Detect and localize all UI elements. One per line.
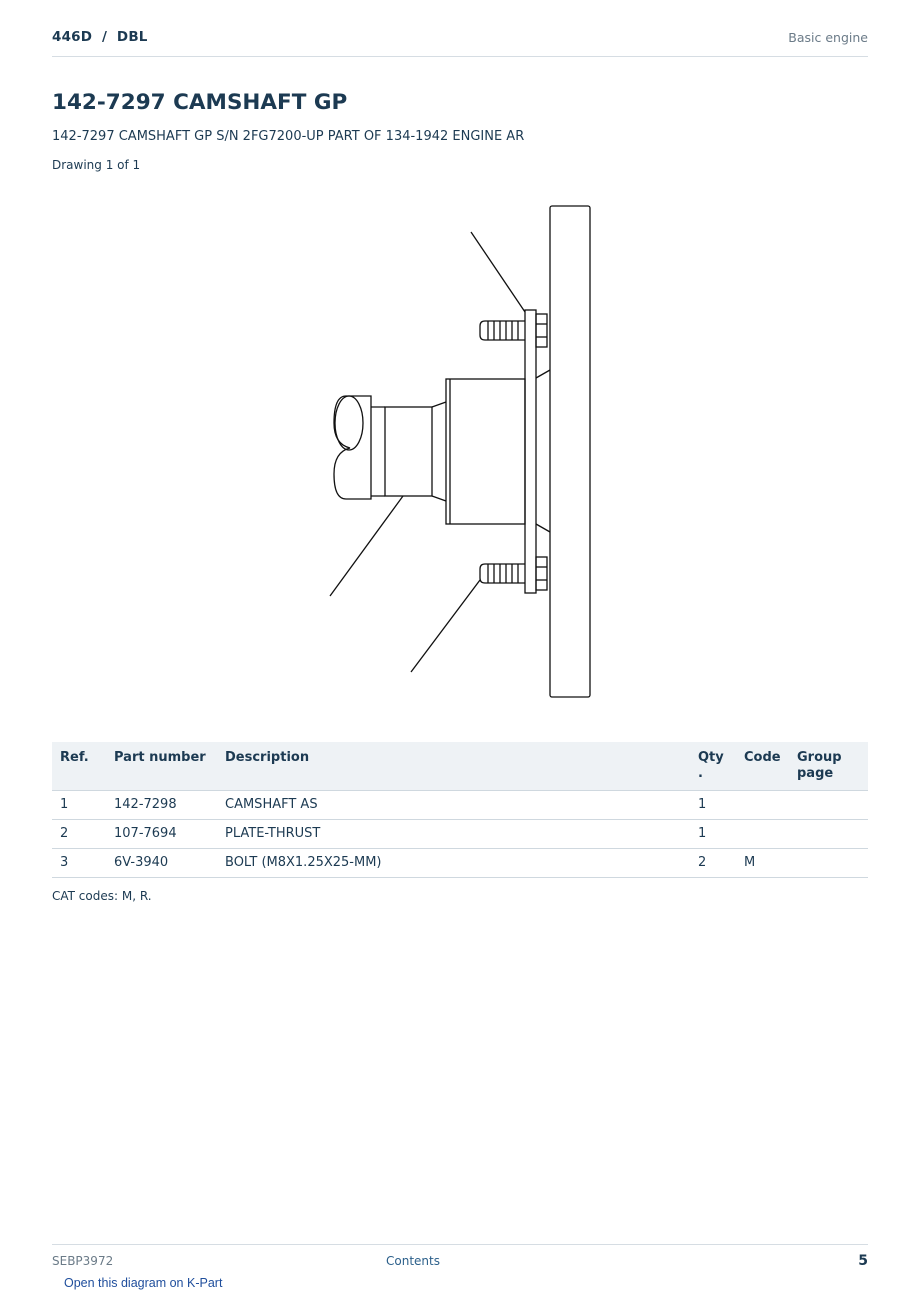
leader-line (411, 580, 480, 672)
cell-group-page (789, 849, 868, 878)
bolt-head-upper (536, 314, 547, 347)
cell-ref: 2 (52, 820, 106, 849)
cell-part-number: 6V-3940 (106, 849, 217, 878)
cell-group-page (789, 820, 868, 849)
camshaft-exploded-drawing (300, 195, 620, 710)
cell-qty: 2 (690, 849, 736, 878)
table-row (52, 820, 868, 849)
parts-table (52, 742, 868, 878)
cell-code (736, 791, 789, 820)
page-title: 142-7297 CAMSHAFT GP (52, 90, 348, 115)
cell-description: BOLT (M8X1.25X25-MM) (217, 849, 690, 878)
cell-code: M (736, 849, 789, 878)
page-footer (52, 1244, 868, 1275)
cell-ref: 1 (52, 791, 106, 820)
cell-group-page (789, 791, 868, 820)
cell-code (736, 820, 789, 849)
col-part-number: Part number (106, 742, 217, 791)
document-code: SEBP3972 (52, 1254, 114, 1268)
cell-description: CAMSHAFT AS (217, 791, 690, 820)
col-qty: Qty . (690, 742, 736, 791)
camshaft-journal (385, 407, 432, 496)
page-number: 5 (858, 1253, 868, 1269)
kpart-link[interactable]: Open this diagram on K-Part (64, 1276, 223, 1290)
breadcrumb: 446D / DBL (52, 29, 148, 45)
cell-description: PLATE-THRUST (217, 820, 690, 849)
table-row (52, 791, 868, 820)
hub-taper (536, 370, 550, 532)
page-subtitle: 142-7297 CAMSHAFT GP S/N 2FG7200-UP PART OF 134-1942 ENGINE AR (52, 129, 525, 144)
camshaft-hub (446, 379, 525, 524)
col-code: Code (736, 742, 789, 791)
cell-part-number: 107-7694 (106, 820, 217, 849)
thrust-plate (525, 310, 536, 593)
table-header-row (52, 742, 868, 791)
cell-qty: 1 (690, 820, 736, 849)
table-row (52, 849, 868, 878)
contents-link[interactable]: Contents (386, 1254, 440, 1268)
cat-codes-note: CAT codes: M, R. (52, 889, 152, 903)
col-description: Description (217, 742, 690, 791)
leader-line (471, 232, 525, 312)
cell-qty: 1 (690, 791, 736, 820)
bolt-head-lower (536, 557, 547, 590)
cell-part-number: 142-7298 (106, 791, 217, 820)
col-ref: Ref. (52, 742, 106, 791)
page-header (52, 0, 868, 57)
cam-lobe (334, 396, 371, 499)
leader-line (330, 496, 403, 596)
drawing-count: Drawing 1 of 1 (52, 158, 141, 172)
cell-ref: 3 (52, 849, 106, 878)
gear-plate (550, 206, 590, 697)
col-group-page: Group page (789, 742, 868, 791)
section-name: Basic engine (788, 30, 868, 45)
